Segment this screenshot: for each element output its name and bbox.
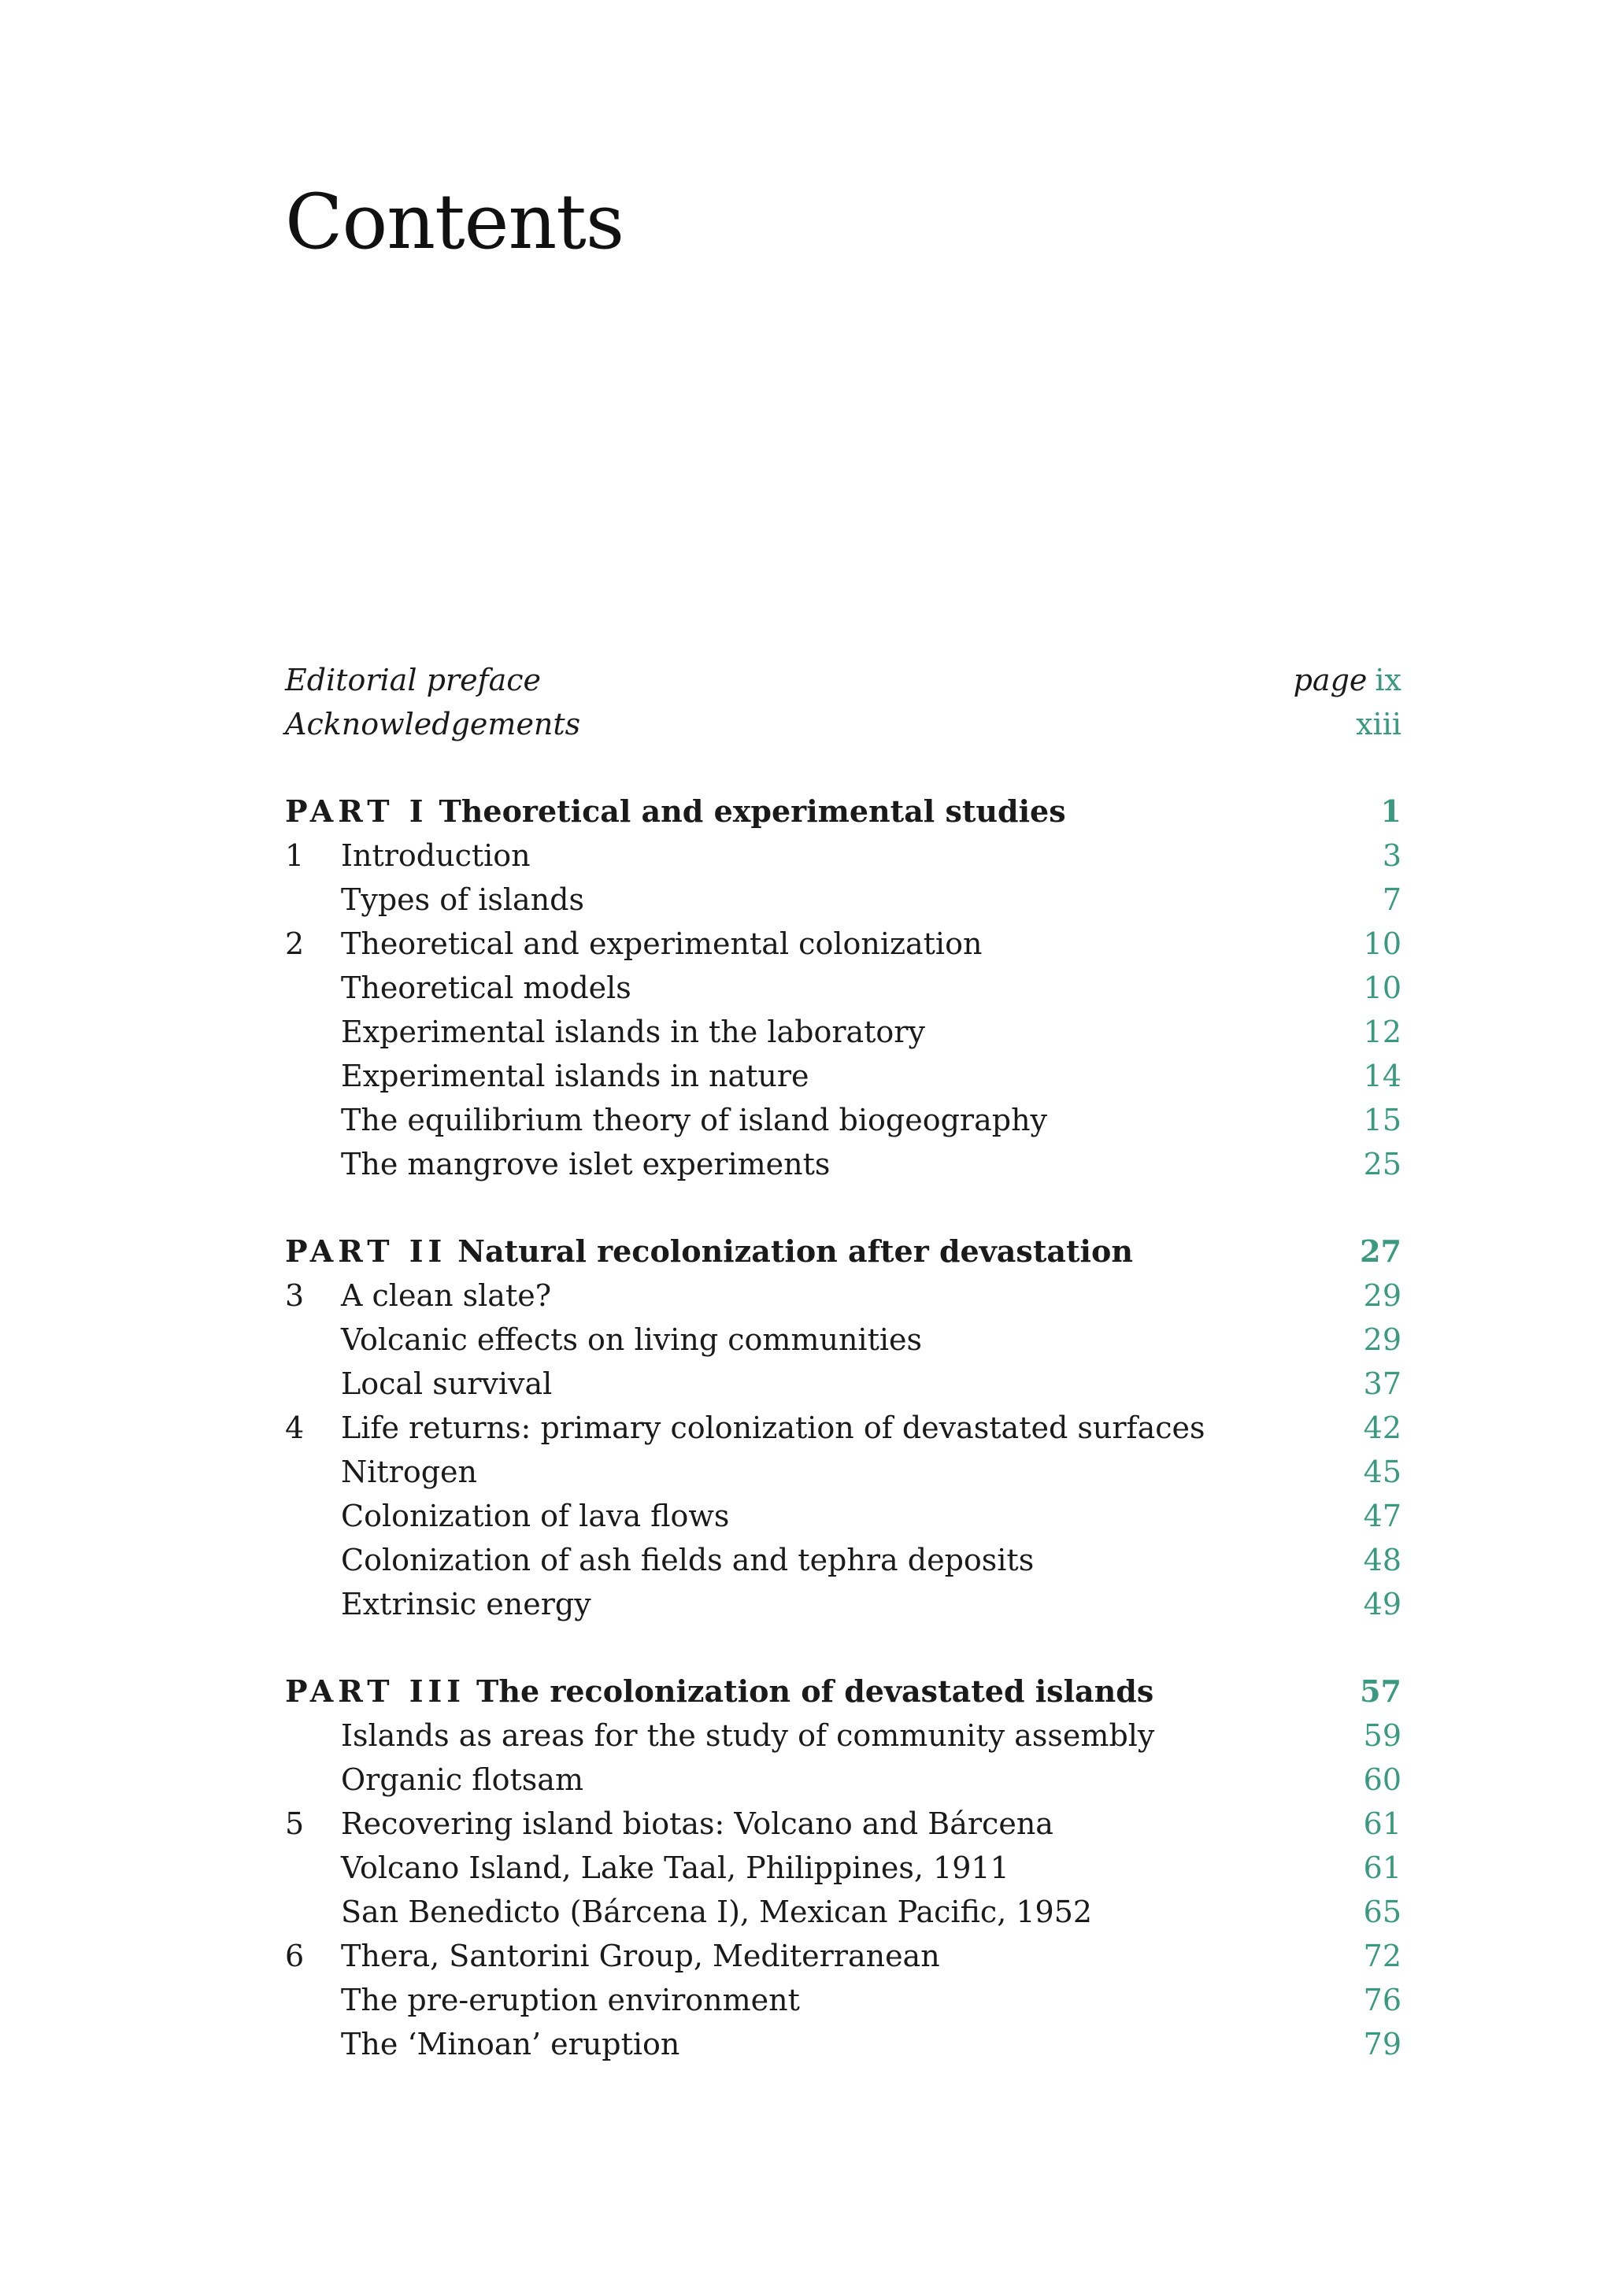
toc-chapter-entry[interactable] [285, 1406, 1401, 1450]
toc-entry-page: xiii [1356, 707, 1401, 741]
toc-entry-title: Acknowledgements [285, 707, 581, 741]
part-title: Natural recolonization after devastation [457, 1233, 1133, 1269]
toc-entry-page: 49 [1363, 1587, 1401, 1621]
toc-entry-title: Extrinsic energy [341, 1587, 591, 1621]
toc-entry-title: Thera, Santorini Group, Mediterranean [341, 1939, 940, 1973]
toc-entry-title: A clean slate? [341, 1278, 552, 1313]
part-title: Theoretical and experimental studies [439, 793, 1066, 829]
part-label: PART II [285, 1233, 447, 1269]
toc-entry-title: Colonization of ash fields and tephra deposits [341, 1543, 1035, 1577]
part-label: PART I [285, 793, 428, 829]
toc-section-entry[interactable] [285, 966, 1401, 1010]
toc-entry-page: 37 [1363, 1366, 1401, 1401]
toc-chapter-entry[interactable] [285, 922, 1401, 966]
toc-entry-title: Volcanic effects on living communities [341, 1322, 922, 1357]
toc-section-entry[interactable] [285, 1098, 1401, 1142]
toc-entry-page: 12 [1363, 1015, 1401, 1049]
toc-part-heading[interactable] [285, 1229, 1401, 1274]
toc-entry-page: 10 [1363, 926, 1401, 961]
toc-entry-title: The equilibrium theory of island biogeography [341, 1103, 1048, 1137]
toc-entry-title: Islands as areas for the study of community assembly [341, 1718, 1155, 1753]
toc-chapter-entry[interactable] [285, 834, 1401, 878]
toc-section-entry[interactable] [285, 1890, 1401, 1934]
chapter-number: 3 [285, 1278, 305, 1313]
toc-entry-title: Theoretical and experimental colonization [341, 926, 983, 961]
table-of-contents [285, 658, 1401, 2066]
toc-chapter-entry[interactable] [285, 1802, 1401, 1846]
toc-section-entry[interactable] [285, 1538, 1401, 1582]
toc-entry-page: 1 [1380, 793, 1401, 829]
toc-entry-title: Organic flotsam [341, 1762, 583, 1797]
toc-section-entry[interactable] [285, 1582, 1401, 1626]
toc-entry-title: Experimental islands in nature [341, 1059, 809, 1093]
chapter-number: 1 [285, 838, 305, 873]
toc-entry-title: Volcano Island, Lake Taal, Philippines, 1911 [341, 1850, 1009, 1885]
page-title: Contents [285, 178, 624, 266]
chapter-number: 2 [285, 926, 305, 961]
toc-chapter-entry[interactable] [285, 1934, 1401, 1978]
toc-section-entry[interactable] [285, 1450, 1401, 1494]
chapter-number: 6 [285, 1939, 305, 1973]
toc-entry-page-number: ix [1375, 663, 1401, 697]
toc-section-entry[interactable] [285, 2022, 1401, 2066]
part-title: The recolonization of devastated islands [476, 1673, 1154, 1709]
chapter-number: 4 [285, 1411, 305, 1445]
toc-section-entry[interactable] [285, 1846, 1401, 1890]
toc-entry-page: 47 [1363, 1499, 1401, 1533]
toc-entry-page: 65 [1363, 1895, 1401, 1929]
toc-entry-title: Colonization of lava flows [341, 1499, 730, 1533]
toc-section-entry[interactable] [285, 1362, 1401, 1406]
toc-entry-page: 61 [1363, 1850, 1401, 1885]
toc-entry-title: The mangrove islet experiments [341, 1147, 831, 1181]
toc-entry-page: 42 [1363, 1411, 1401, 1445]
toc-entry-page: 57 [1360, 1673, 1401, 1709]
toc-section-entry[interactable] [285, 1318, 1401, 1362]
toc-entry-page: 15 [1363, 1103, 1401, 1137]
toc-entry-title: Introduction [341, 838, 531, 873]
toc-entry-title: Local survival [341, 1366, 553, 1401]
toc-entry-page: 45 [1363, 1455, 1401, 1489]
toc-entry-title: The ‘Minoan’ eruption [341, 2027, 680, 2061]
toc-section-entry[interactable] [285, 1010, 1401, 1054]
toc-entry-title: Nitrogen [341, 1455, 478, 1489]
toc-entry-title: San Benedicto (Bárcena I), Mexican Pacific, 1952 [341, 1895, 1093, 1929]
toc-entry-title: Types of islands [341, 882, 584, 917]
toc-entry-page: 79 [1363, 2027, 1401, 2061]
toc-entry-page: 61 [1363, 1806, 1401, 1841]
toc-entry-page [1294, 658, 1401, 702]
toc-entry-title: Theoretical models [341, 971, 631, 1005]
page-word-label: page [1293, 663, 1368, 697]
toc-entry-page: 76 [1363, 1983, 1401, 2017]
toc-entry-page: 27 [1360, 1233, 1401, 1269]
toc-entry-page: 25 [1363, 1147, 1401, 1181]
toc-entry-title: Editorial preface [285, 663, 542, 697]
toc-section-entry[interactable] [285, 1494, 1401, 1538]
toc-front-matter-entry[interactable] [285, 702, 1401, 746]
toc-entry-page: 7 [1382, 882, 1401, 917]
toc-entry-page: 14 [1363, 1059, 1401, 1093]
toc-entry-page: 29 [1363, 1322, 1401, 1357]
toc-entry-page: 29 [1363, 1278, 1401, 1313]
toc-section-entry[interactable] [285, 1758, 1401, 1802]
toc-section-entry[interactable] [285, 1142, 1401, 1186]
toc-entry-title: Recovering island biotas: Volcano and Bárcena [341, 1806, 1053, 1841]
toc-entry-page: 60 [1363, 1762, 1401, 1797]
toc-entry-title: Experimental islands in the laboratory [341, 1015, 925, 1049]
toc-part-heading[interactable] [285, 1669, 1401, 1714]
toc-entry-title: The pre-eruption environment [341, 1983, 800, 2017]
toc-chapter-entry[interactable] [285, 1274, 1401, 1318]
toc-part-heading[interactable] [285, 789, 1401, 834]
toc-section-entry[interactable] [285, 878, 1401, 922]
toc-section-entry[interactable] [285, 1978, 1401, 2022]
toc-front-matter-entry[interactable] [285, 658, 1401, 702]
toc-section-entry[interactable] [285, 1714, 1401, 1758]
chapter-number: 5 [285, 1806, 305, 1841]
toc-entry-title: Life returns: primary colonization of devastated surfaces [341, 1411, 1205, 1445]
toc-entry-page: 72 [1363, 1939, 1401, 1973]
toc-section-entry[interactable] [285, 1054, 1401, 1098]
part-label: PART III [285, 1673, 466, 1709]
toc-entry-page: 59 [1363, 1718, 1401, 1753]
toc-entry-page: 48 [1363, 1543, 1401, 1577]
toc-entry-page: 3 [1382, 838, 1401, 873]
toc-entry-page: 10 [1363, 971, 1401, 1005]
